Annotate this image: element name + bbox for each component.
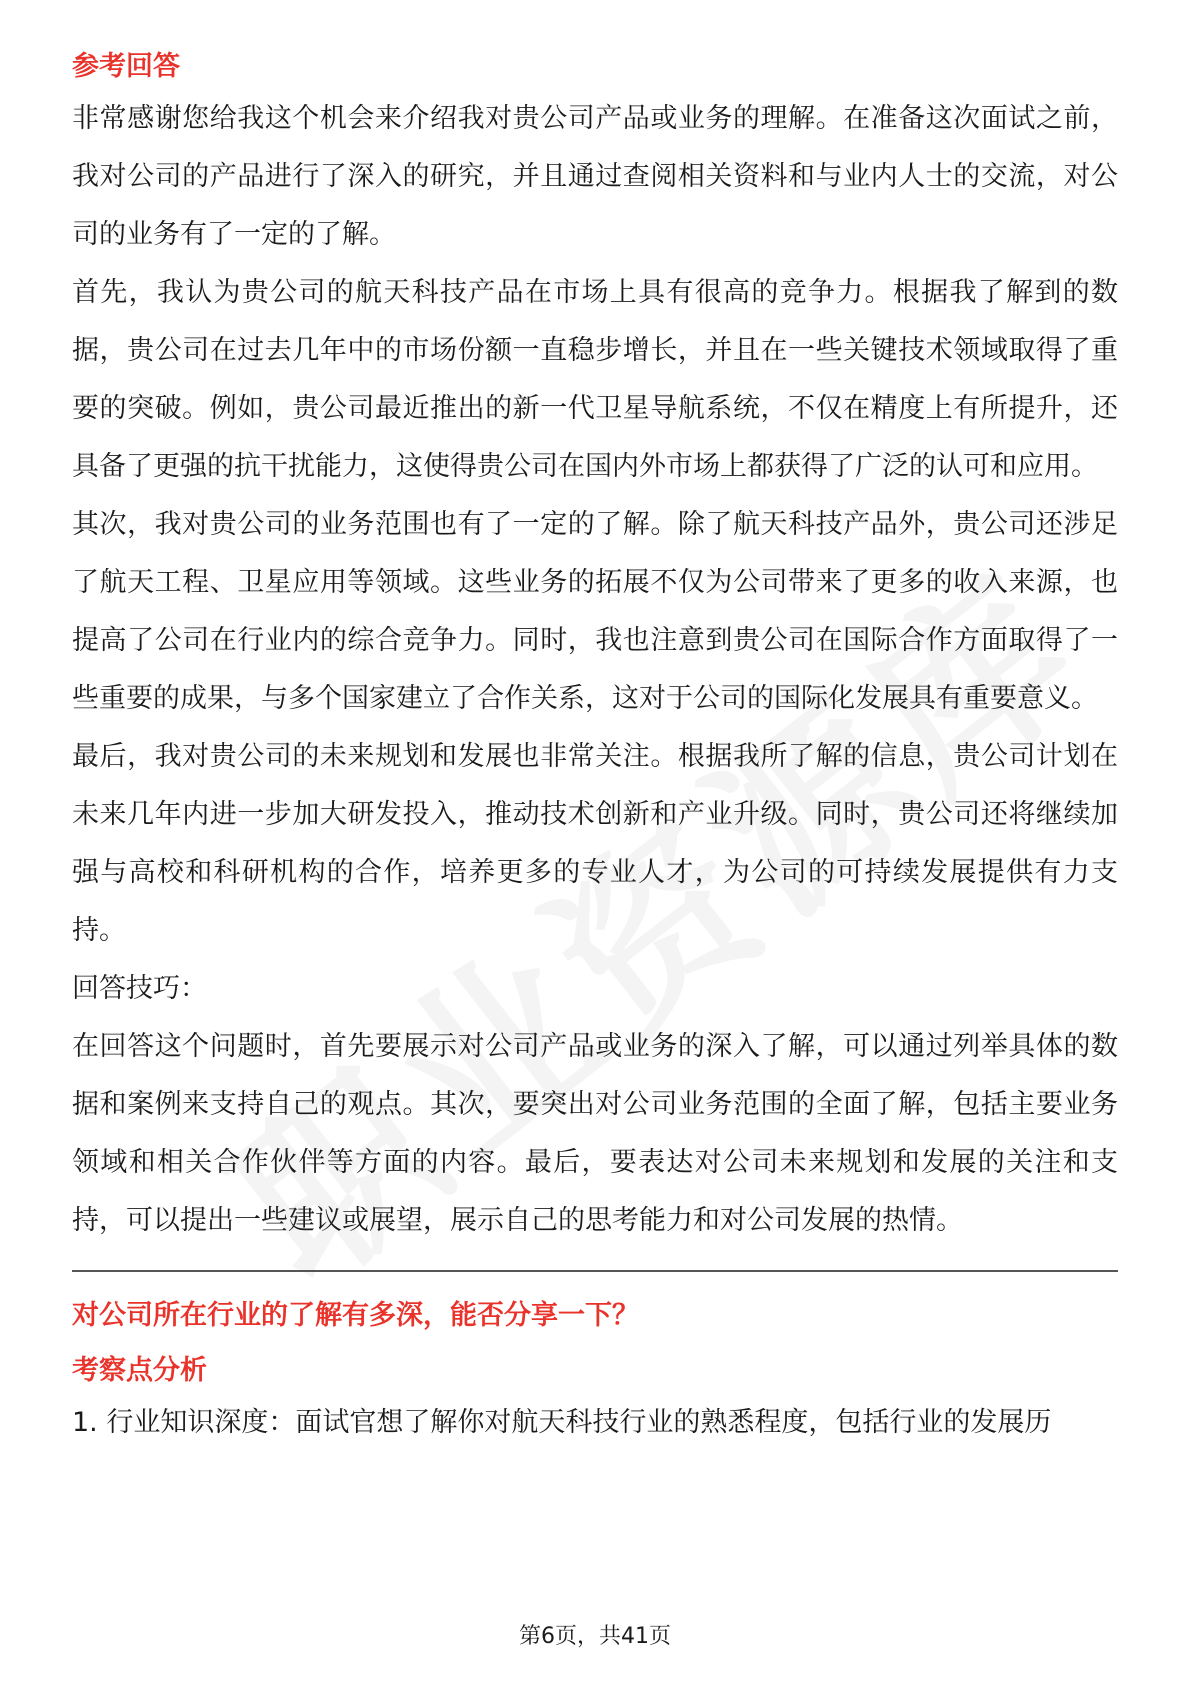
- analysis-point: 1. 行业知识深度：面试官想了解你对航天科技行业的熟悉程度，包括行业的发展历: [72, 1407, 1052, 1438]
- answer-paragraph-second: 其次，我对贵公司的业务范围也有了一定的了解。除了航天科技产品外，贵公司还涉足了航天工程、卫星应用等领域。这些业务的拓展不仅为公司带来了更多的收入来源，也提高了公司在行业内的综合竞争力。同时，我也注意到贵公司在国际合作方面取得了一些重要的成果，与多个国家建立了合作关系，这对于公司的国际化发展具有重要意义。: [72, 509, 1118, 714]
- analysis-heading: 考察点分析: [72, 1355, 207, 1386]
- document-page: [72, 44, 1118, 1452]
- page-number-footer: 第6页，共41页: [519, 1624, 671, 1649]
- tips-paragraph: 在回答这个问题时，首先要展示对公司产品或业务的深入了解，可以通过列举具体的数据和案例来支持自己的观点。其次，要突出对公司业务范围的全面了解，包括主要业务领域和相关合作伙伴等方面的内容。最后，要表达对公司未来规划和发展的关注和支持，可以提出一些建议或展望，展示自己的思考能力和对公司发展的热情。: [72, 1031, 1118, 1236]
- answer-paragraph-last: 最后，我对贵公司的未来规划和发展也非常关注。根据我所了解的信息，贵公司计划在未来几年内进一步加大研发投入，推动技术创新和产业升级。同时，贵公司还将继续加强与高校和科研机构的合作，培养更多的专业人才，为公司的可持续发展提供有力支持。: [72, 741, 1118, 946]
- answer-paragraph-first: 首先，我认为贵公司的航天科技产品在市场上具有很高的竞争力。根据我了解到的数据，贵公司在过去几年中的市场份额一直稳步增长，并且在一些关键技术领域取得了重要的突破。例如，贵公司最近推出的新一代卫星导航系统，不仅在精度上有所提升，还具备了更强的抗干扰能力，这使得贵公司在国内外市场上都获得了广泛的认可和应用。: [72, 277, 1118, 482]
- section-divider: [72, 1270, 1118, 1272]
- tips-label: 回答技巧：: [72, 973, 207, 1004]
- next-question-title: 对公司所在行业的了解有多深，能否分享一下？: [72, 1300, 639, 1331]
- answer-paragraph-intro: 非常感谢您给我这个机会来介绍我对贵公司产品或业务的理解。在准备这次面试之前，我对公司的产品进行了深入的研究，并且通过查阅相关资料和与业内人士的交流，对公司的业务有了一定的了解。: [72, 103, 1118, 250]
- answer-heading: 参考回答: [72, 51, 180, 82]
